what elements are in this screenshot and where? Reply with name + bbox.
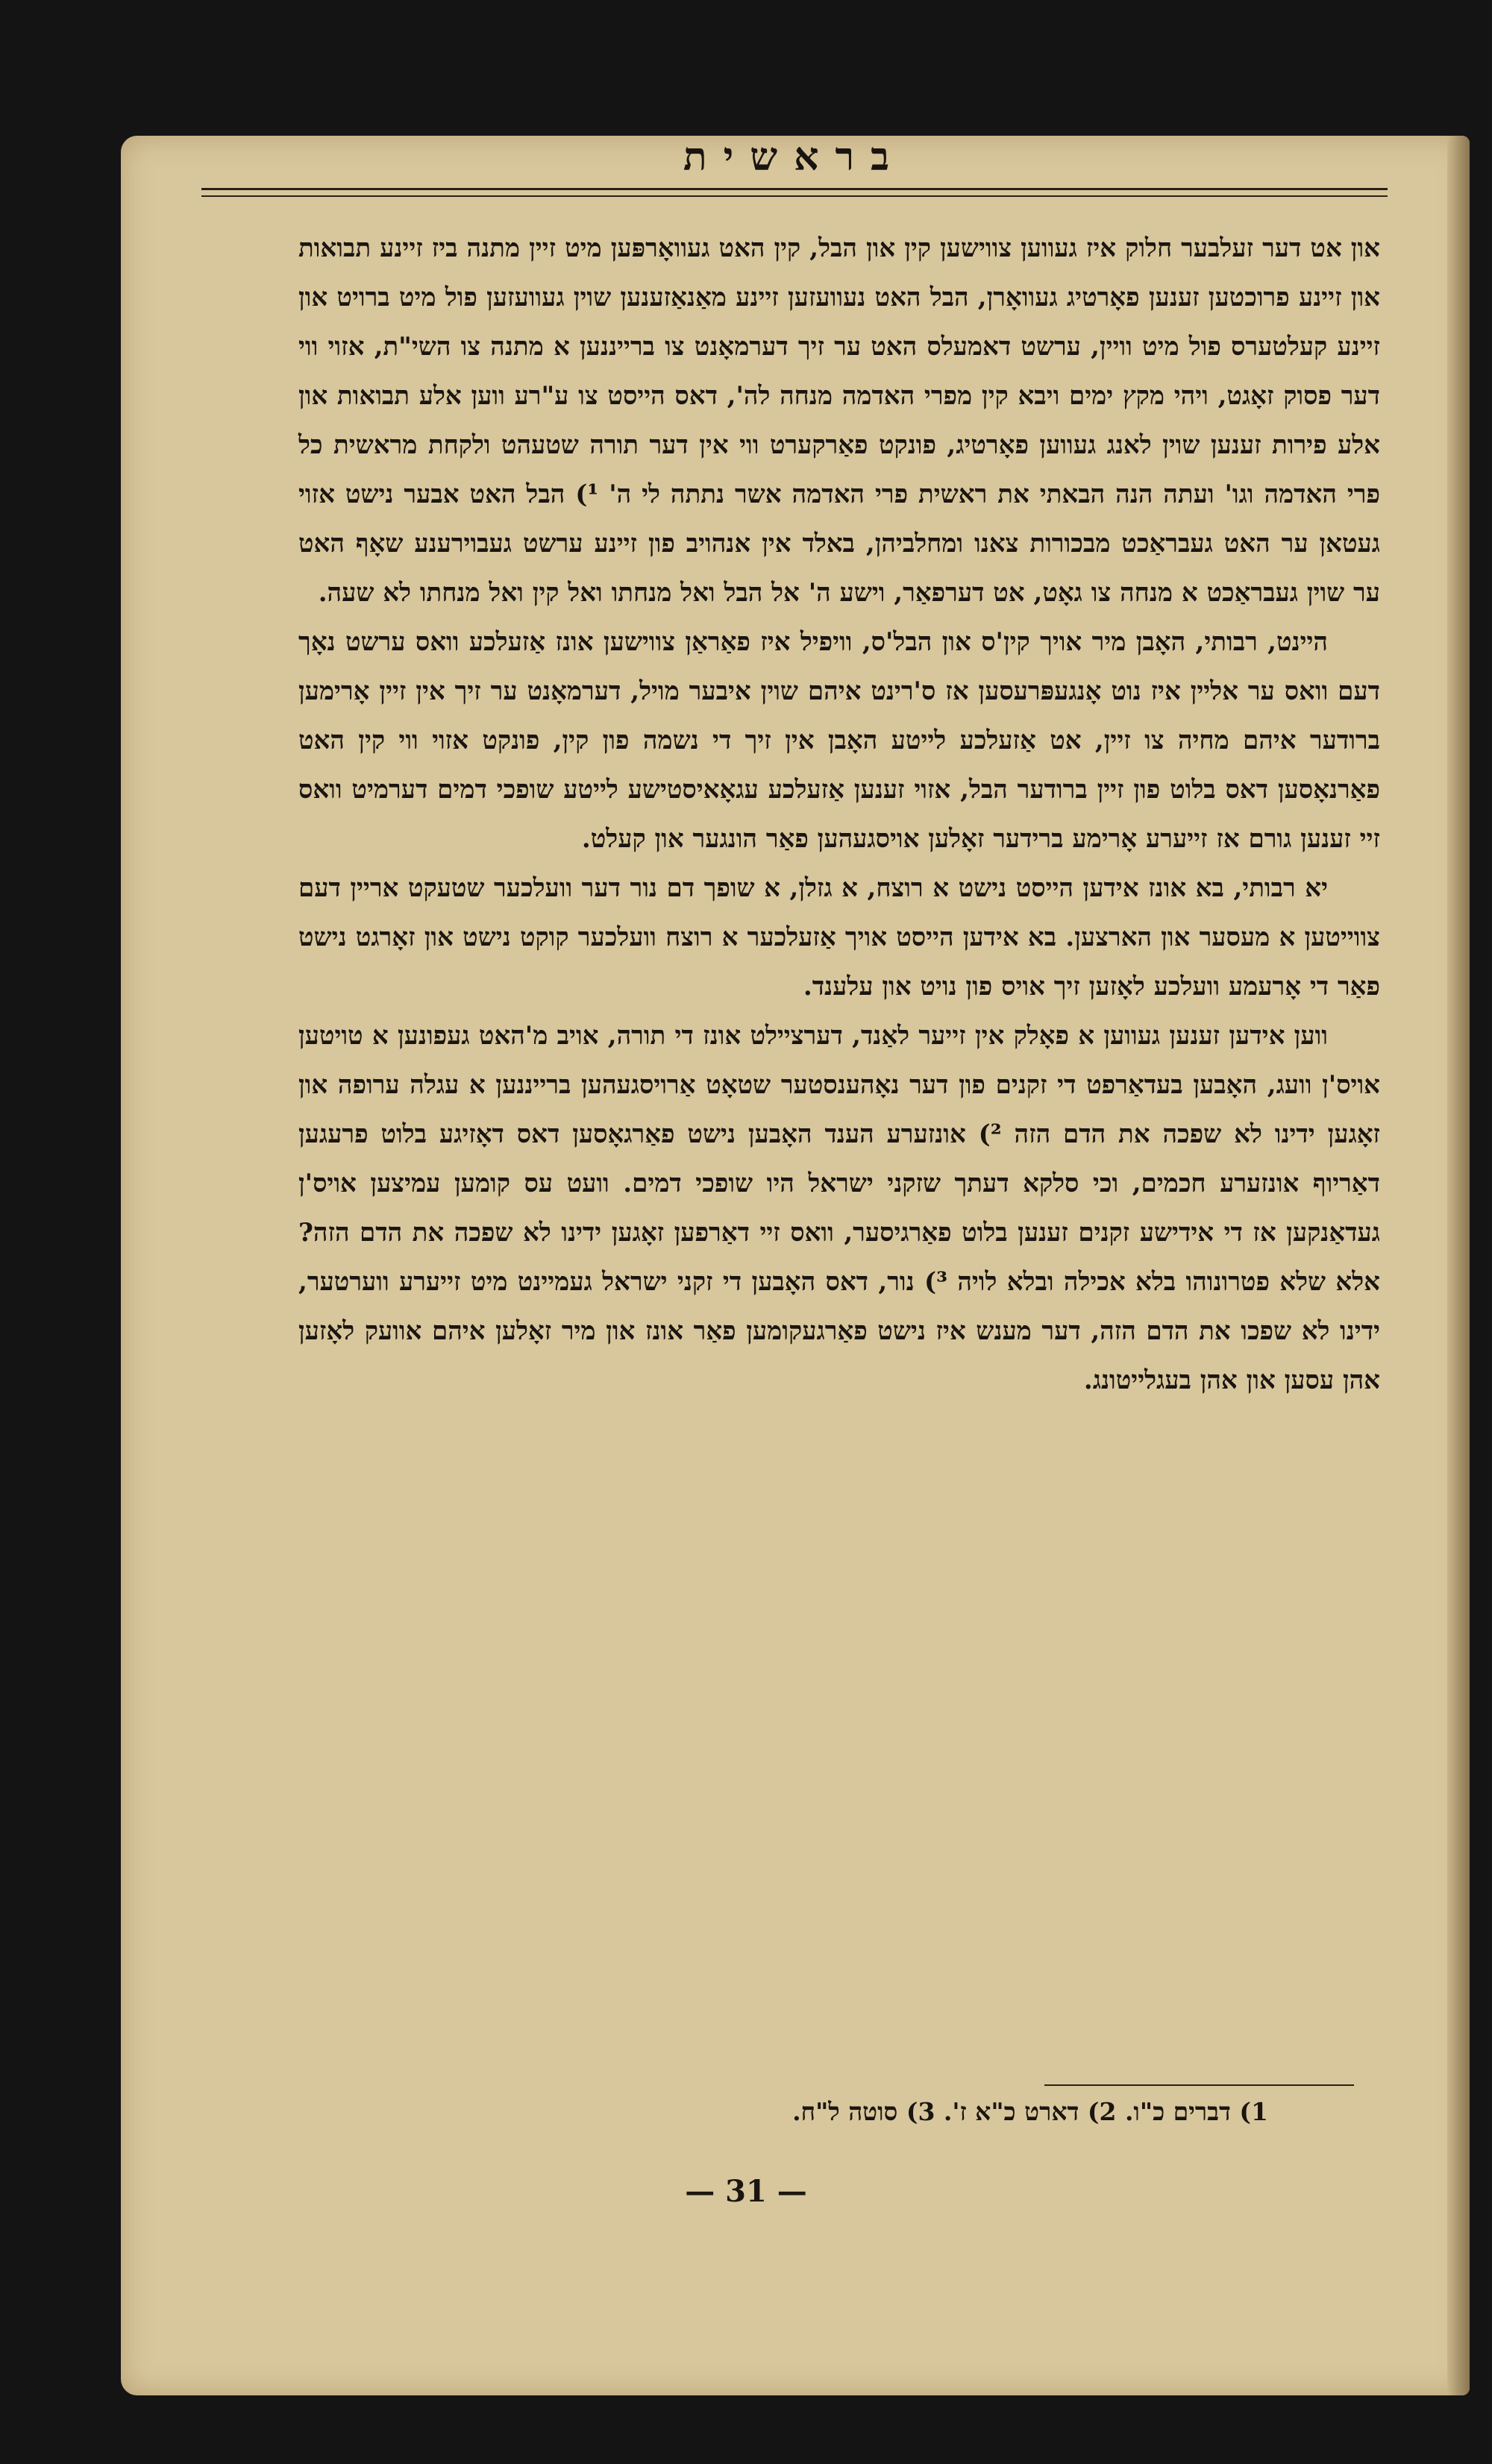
header-rule [201, 188, 1388, 190]
header-rule-secondary [201, 195, 1388, 197]
book-spine [1447, 136, 1470, 2395]
page-header [201, 134, 1388, 201]
paragraph: יא רבותי, בא אונז אידען הייסט נישט א רוצח, א גזלן, א שופך דם נור דער וועלכער שטעקט אריין דעם צווייטען א מעסער און הארצען. בא אידען הייסט אויך אַזעלכער א רוצח וועלכער קוקט נישט און זאָרגט נישט פאַר די אָרעמע וועלכע לאָזען זיך אויס פון נויט און עלענד. [298, 873, 1380, 1002]
running-title: בראשית [683, 134, 906, 180]
paragraph: ווען אידען זענען געווען א פאָלק אין זייער לאַנד, דערציילט אונז די תורה, אויב מ'האט געפונען א טויטען אויס'ן וועג, האָבען בעדאַרפט די זקנים פון דער נאָהענסטער שטאָט אַרויסגעהען ברייננען א עגלה ערופה און זאָגען ידינו לא שפכה את הדם הזה ²) אונזערע הענד האָבען נישט פאַרגאָסען דאס דאָזיגע בלוט פרעגען דאַריוף אונזערע חכמים, וכי סלקא דעתך שזקני ישראל היו שופכי דמים. וועט עס קומען עמיצען אויס'ן געדאַנקען אז די אידישע זקנים זענען בלוט פאַרגיסער, וואס זיי דאַרפען זאָגען ידינו לא שפכה את הדם הזה? אלא שלא פטרונוהו בלא אכילה ובלא לויה ³) נור, דאס האָבען די זקני ישראל געמיינט מיט זייערע ווערטער, ידינו לא שפכו את הדם הזה, דער מענש איז נישט פאַרגעקומען פאַר אונז און מיר זאָלען איהם אוועק לאָזען אהן עסען און אהן בעגלייטונג. [298, 1021, 1381, 1395]
page-number: — 31 — [685, 2174, 807, 2209]
paragraph: און אט דער זעלבער חלוק איז געווען צווישען קין און הבל, קין האט געוואָרפּען מיט זיין מתנה ביז זיינע תבואות און זיינע פרוכטען זענען פאָרטיג געוואָרן, הבל האט נעוועזען זיינע מאַנאַזענען שוין געוועזען פול מיט ברויט און זיינע קעלטערס פול מיט וויין, ערשט דאמעלס האט ער זיך דערמאָנט צו ברייננען א מתנה צו השי"ת, אזוי ווי דער פסוק זאָגט, ויהי מקץ ימים ויבא קין מפרי האדמה מנחה לה', דאס הייסט צו ע"רע ווען אלע תבואות און אלע פירות זענען שוין לאנג געווען פאָרטיג, פונקט פאַרקערט ווי אין דער תורה שטעהט ולקחת מראשית כל פרי האדמה וגו' ועתה הנה הבאתי את ראשית פרי האדמה אשר נתתה לי ה' ¹) הבל האט אבער נישט אזוי געטאן ער האט געבראַכט מבכורות צאנו ומחלביהן, באלד אין אנהויב פון זיינע ערשט געבוירענע שאָף האט ער שוין געבראַכט א מנחה צו גאָט, אט דערפאַר, וישע ה' אל הבל ואל מנחתו ואל קין ואל מנחתו לא שעה. [298, 233, 1380, 608]
footnotes: 1) דברים כ"ו. 2) דארט כ"א ז'. 3) סוטה ל"ח. [792, 2097, 1268, 2126]
footnote-separator [1044, 2084, 1354, 2086]
paragraph: היינט, רבותי, האָבן מיר אויך קין'ס און הבל'ס, וויפיל איז פאַראַן צווישען אונז אַזעלכע וואס ערשט נאָך דעם וואס ער אליין איז נוט אָנגעפּרעסען אז ס'רינט איהם שוין איבער מויל, דערמאָנט ער זיך אין זיין אָרימען ברודער איהם מחיה צו זיין, אט אַזעלכע לייטע האָבן אין זיך די נשמה פון קין, פונקט אזוי ווי קין האט פאַרנאָסען דאס בלוט פון זיין ברודער הבל, אזוי זענען אַזעלכע עגאָאיסטישע לייטע שופכי דמים דערמיט וואס זיי זענען גורם אז זייערע אָרימע ברידער זאָלען אויסגעהען פאַר הונגער און קעלט. [298, 627, 1380, 854]
main-text [298, 224, 1380, 1405]
